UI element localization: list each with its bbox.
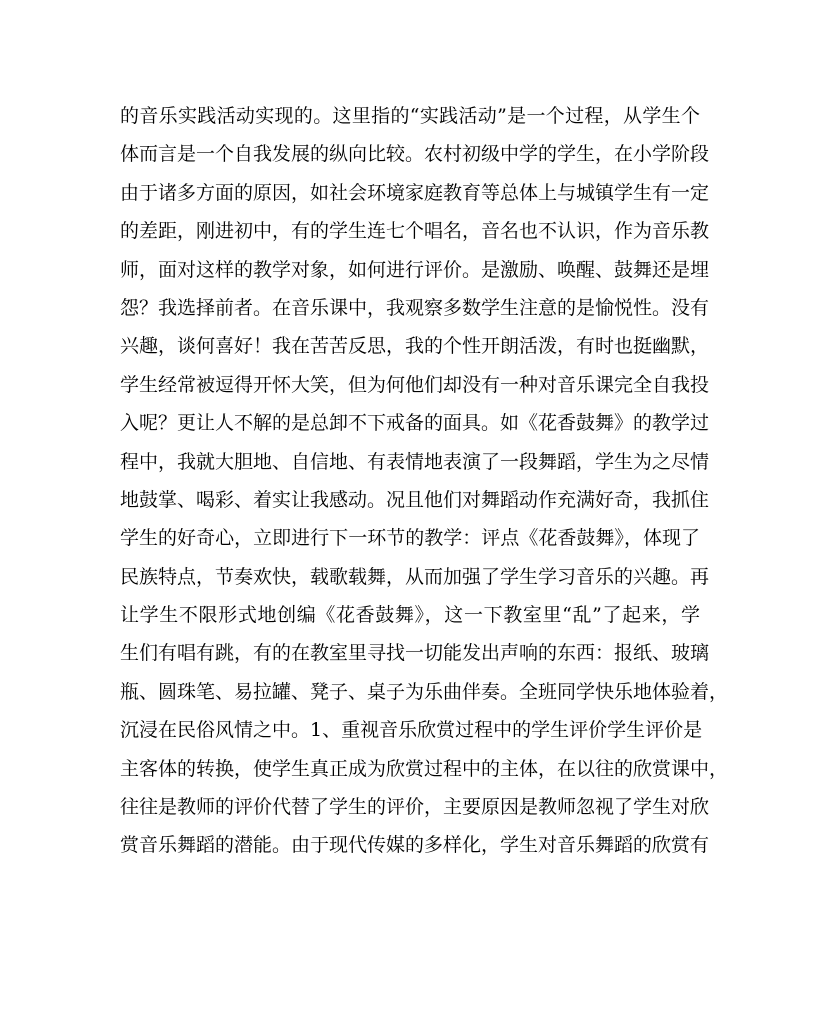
text-line: 往往是教师的评价代替了学生的评价，主要原因是教师忽视了学生对欣: [120, 796, 710, 819]
body-paragraph: [120, 97, 729, 865]
text-line: 兴趣，谈何喜好！我在苦苦反思，我的个性开朗活泼，有时也挺幽默，: [120, 335, 710, 358]
text-line: 由于诸多方面的原因，如社会环境家庭教育等总体上与城镇学生有一定: [120, 181, 710, 204]
text-line: 的差距，刚进初中，有的学生连七个唱名，音名也不认识，作为音乐教: [120, 220, 710, 243]
text-line: 赏音乐舞蹈的潜能。由于现代传媒的多样化，学生对音乐舞蹈的欣赏有: [120, 834, 710, 857]
text-line: 主客体的转换，使学生真正成为欣赏过程中的主体，在以往的欣赏课中，: [120, 757, 729, 780]
text-line: 体而言是一个自我发展的纵向比较。农村初级中学的学生，在小学阶段: [120, 143, 710, 166]
text-line: 程中，我就大胆地、自信地、有表情地表演了一段舞蹈，学生为之尽情: [120, 450, 710, 473]
text-line: 民族特点，节奏欢快，载歌载舞，从而加强了学生学习音乐的兴趣。再: [120, 565, 710, 588]
text-line: 地鼓掌、喝彩、着实让我感动。况且他们对舞蹈动作充满好奇，我抓住: [120, 488, 710, 511]
text-line: 入呢？更让人不解的是总卸不下戒备的面具。如《花香鼓舞》的教学过: [120, 412, 710, 435]
text-line: 沉浸在民俗风情之中。1、重视音乐欣赏过程中的学生评价学生评价是: [120, 719, 703, 742]
text-line: 瓶、圆珠笔、易拉罐、凳子、桌子为乐曲伴奏。全班同学快乐地体验着，: [120, 680, 729, 703]
text-line: 学生的好奇心，立即进行下一环节的教学：评点《花香鼓舞》，体现了: [120, 527, 700, 550]
text-line: 学生经常被逗得开怀大笑，但为何他们却没有一种对音乐课完全自我投: [120, 373, 710, 396]
text-line: 怨？我选择前者。在音乐课中，我观察多数学生注意的是愉悦性。没有: [120, 296, 710, 319]
text-line: 师，面对这样的教学对象，如何进行评价。是激励、唤醒、鼓舞还是埋: [120, 258, 710, 281]
text-line: 的音乐实践活动实现的。这里指的“实践活动”是一个过程，从学生个: [120, 105, 700, 127]
text-line: 让学生不限形式地创编《花香鼓舞》，这一下教室里“乱”了起来，学: [120, 604, 700, 627]
text-line: 生们有唱有跳，有的在教室里寻找一切能发出声响的东西：报纸、玻璃: [120, 642, 710, 665]
